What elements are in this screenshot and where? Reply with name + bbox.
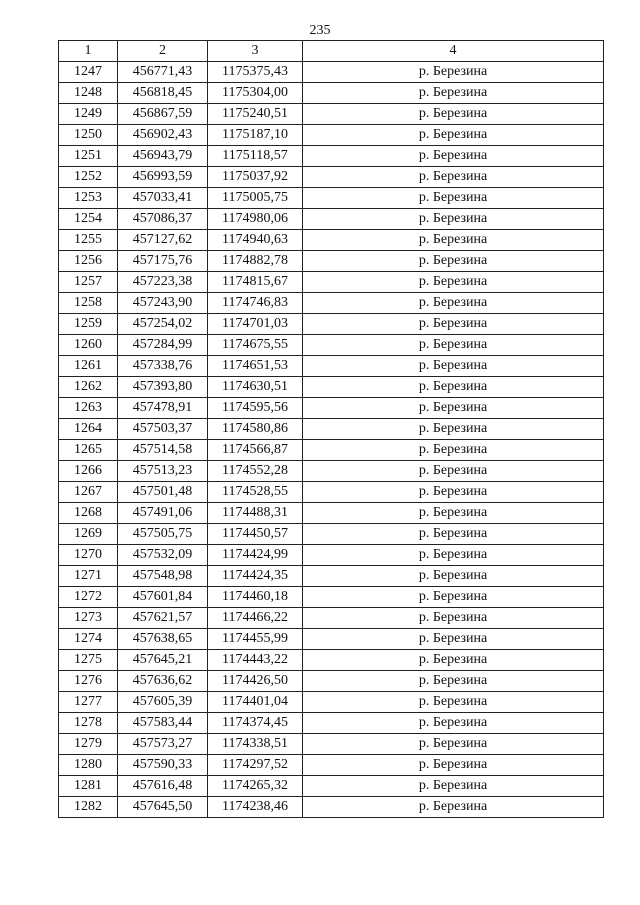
point-number-cell: 1269 [59,524,118,545]
y-coordinate-cell: 1174374,45 [208,713,303,734]
x-coordinate-cell: 457243,90 [118,293,208,314]
point-number-cell: 1263 [59,398,118,419]
point-number-cell: 1280 [59,755,118,776]
y-coordinate-cell: 1175037,92 [208,167,303,188]
y-coordinate-cell: 1174882,78 [208,251,303,272]
location-cell: р. Березина [303,587,604,608]
x-coordinate-cell: 457033,41 [118,188,208,209]
point-number-cell: 1268 [59,503,118,524]
y-coordinate-cell: 1174980,06 [208,209,303,230]
location-cell: р. Березина [303,650,604,671]
column-header: 3 [208,41,303,62]
location-cell: р. Березина [303,755,604,776]
y-coordinate-cell: 1174488,31 [208,503,303,524]
y-coordinate-cell: 1175118,57 [208,146,303,167]
location-cell: р. Березина [303,356,604,377]
y-coordinate-cell: 1174630,51 [208,377,303,398]
x-coordinate-cell: 457491,06 [118,503,208,524]
page-number: 235 [309,23,331,38]
y-coordinate-cell: 1174552,28 [208,461,303,482]
x-coordinate-cell: 457616,48 [118,776,208,797]
table-row [59,566,604,587]
table-row [59,230,604,251]
table-header-row [59,41,604,62]
point-number-cell: 1275 [59,650,118,671]
y-coordinate-cell: 1174265,32 [208,776,303,797]
location-cell: р. Березина [303,146,604,167]
table-row [59,167,604,188]
location-cell: р. Березина [303,104,604,125]
point-number-cell: 1265 [59,440,118,461]
location-cell: р. Березина [303,629,604,650]
table-row [59,734,604,755]
y-coordinate-cell: 1174595,56 [208,398,303,419]
table-row [59,83,604,104]
x-coordinate-cell: 457501,48 [118,482,208,503]
x-coordinate-cell: 457605,39 [118,692,208,713]
y-coordinate-cell: 1174424,99 [208,545,303,566]
x-coordinate-cell: 456867,59 [118,104,208,125]
location-cell: р. Березина [303,398,604,419]
y-coordinate-cell: 1174297,52 [208,755,303,776]
point-number-cell: 1260 [59,335,118,356]
point-number-cell: 1274 [59,629,118,650]
point-number-cell: 1271 [59,566,118,587]
table-row [59,377,604,398]
table-row [59,104,604,125]
table-row [59,440,604,461]
point-number-cell: 1249 [59,104,118,125]
y-coordinate-cell: 1174815,67 [208,272,303,293]
y-coordinate-cell: 1175304,00 [208,83,303,104]
point-number-cell: 1282 [59,797,118,818]
y-coordinate-cell: 1174940,63 [208,230,303,251]
y-coordinate-cell: 1174424,35 [208,566,303,587]
x-coordinate-cell: 456902,43 [118,125,208,146]
location-cell: р. Березина [303,608,604,629]
column-header: 2 [118,41,208,62]
location-cell: р. Березина [303,314,604,335]
y-coordinate-cell: 1174675,55 [208,335,303,356]
point-number-cell: 1278 [59,713,118,734]
point-number-cell: 1281 [59,776,118,797]
x-coordinate-cell: 457175,76 [118,251,208,272]
x-coordinate-cell: 457223,38 [118,272,208,293]
x-coordinate-cell: 457393,80 [118,377,208,398]
location-cell: р. Березина [303,734,604,755]
point-number-cell: 1276 [59,671,118,692]
x-coordinate-cell: 457505,75 [118,524,208,545]
table-row [59,293,604,314]
table-row [59,587,604,608]
x-coordinate-cell: 457513,23 [118,461,208,482]
location-cell: р. Березина [303,482,604,503]
location-cell: р. Березина [303,797,604,818]
point-number-cell: 1253 [59,188,118,209]
table-row [59,314,604,335]
y-coordinate-cell: 1175005,75 [208,188,303,209]
location-cell: р. Березина [303,377,604,398]
point-number-cell: 1264 [59,419,118,440]
y-coordinate-cell: 1174746,83 [208,293,303,314]
point-number-cell: 1272 [59,587,118,608]
x-coordinate-cell: 457532,09 [118,545,208,566]
coordinates-table [58,40,604,818]
point-number-cell: 1262 [59,377,118,398]
location-cell: р. Березина [303,125,604,146]
location-cell: р. Березина [303,671,604,692]
y-coordinate-cell: 1175187,10 [208,125,303,146]
table-row [59,629,604,650]
location-cell: р. Березина [303,272,604,293]
table-row [59,62,604,83]
table-row [59,608,604,629]
table-row [59,461,604,482]
x-coordinate-cell: 457478,91 [118,398,208,419]
table-row [59,755,604,776]
location-cell: р. Березина [303,251,604,272]
y-coordinate-cell: 1174460,18 [208,587,303,608]
x-coordinate-cell: 457548,98 [118,566,208,587]
point-number-cell: 1259 [59,314,118,335]
point-number-cell: 1247 [59,62,118,83]
table-row [59,188,604,209]
table-row [59,650,604,671]
x-coordinate-cell: 457583,44 [118,713,208,734]
point-number-cell: 1255 [59,230,118,251]
location-cell: р. Березина [303,713,604,734]
y-coordinate-cell: 1174443,22 [208,650,303,671]
location-cell: р. Березина [303,776,604,797]
y-coordinate-cell: 1174450,57 [208,524,303,545]
y-coordinate-cell: 1174580,86 [208,419,303,440]
table-row [59,692,604,713]
x-coordinate-cell: 456993,59 [118,167,208,188]
x-coordinate-cell: 457638,65 [118,629,208,650]
location-cell: р. Березина [303,335,604,356]
x-coordinate-cell: 457127,62 [118,230,208,251]
x-coordinate-cell: 457601,84 [118,587,208,608]
x-coordinate-cell: 456818,45 [118,83,208,104]
point-number-cell: 1251 [59,146,118,167]
table-row [59,524,604,545]
table-row [59,146,604,167]
table-row [59,251,604,272]
x-coordinate-cell: 457503,37 [118,419,208,440]
table-row [59,545,604,566]
x-coordinate-cell: 457621,57 [118,608,208,629]
point-number-cell: 1252 [59,167,118,188]
point-number-cell: 1261 [59,356,118,377]
location-cell: р. Березина [303,692,604,713]
table-row [59,713,604,734]
table-row [59,272,604,293]
location-cell: р. Березина [303,545,604,566]
location-cell: р. Березина [303,83,604,104]
y-coordinate-cell: 1174651,53 [208,356,303,377]
table-row [59,356,604,377]
table-row [59,482,604,503]
x-coordinate-cell: 456943,79 [118,146,208,167]
table-row [59,776,604,797]
location-cell: р. Березина [303,167,604,188]
point-number-cell: 1277 [59,692,118,713]
location-cell: р. Березина [303,419,604,440]
x-coordinate-cell: 457645,21 [118,650,208,671]
table-row [59,671,604,692]
location-cell: р. Березина [303,440,604,461]
x-coordinate-cell: 457086,37 [118,209,208,230]
location-cell: р. Березина [303,503,604,524]
x-coordinate-cell: 457573,27 [118,734,208,755]
x-coordinate-cell: 457338,76 [118,356,208,377]
point-number-cell: 1279 [59,734,118,755]
location-cell: р. Березина [303,230,604,251]
x-coordinate-cell: 456771,43 [118,62,208,83]
y-coordinate-cell: 1174566,87 [208,440,303,461]
table-row [59,503,604,524]
y-coordinate-cell: 1174455,99 [208,629,303,650]
table-body [59,62,604,818]
x-coordinate-cell: 457590,33 [118,755,208,776]
location-cell: р. Березина [303,62,604,83]
y-coordinate-cell: 1175240,51 [208,104,303,125]
x-coordinate-cell: 457254,02 [118,314,208,335]
y-coordinate-cell: 1174426,50 [208,671,303,692]
x-coordinate-cell: 457284,99 [118,335,208,356]
location-cell: р. Березина [303,293,604,314]
point-number-cell: 1258 [59,293,118,314]
table-row [59,398,604,419]
table-row [59,797,604,818]
column-header: 4 [303,41,604,62]
y-coordinate-cell: 1174528,55 [208,482,303,503]
y-coordinate-cell: 1174338,51 [208,734,303,755]
point-number-cell: 1270 [59,545,118,566]
x-coordinate-cell: 457636,62 [118,671,208,692]
point-number-cell: 1273 [59,608,118,629]
x-coordinate-cell: 457645,50 [118,797,208,818]
location-cell: р. Березина [303,188,604,209]
table-row [59,335,604,356]
location-cell: р. Березина [303,566,604,587]
location-cell: р. Березина [303,209,604,230]
point-number-cell: 1254 [59,209,118,230]
x-coordinate-cell: 457514,58 [118,440,208,461]
point-number-cell: 1257 [59,272,118,293]
y-coordinate-cell: 1175375,43 [208,62,303,83]
table-row [59,419,604,440]
y-coordinate-cell: 1174401,04 [208,692,303,713]
y-coordinate-cell: 1174238,46 [208,797,303,818]
y-coordinate-cell: 1174466,22 [208,608,303,629]
location-cell: р. Березина [303,461,604,482]
y-coordinate-cell: 1174701,03 [208,314,303,335]
location-cell: р. Березина [303,524,604,545]
point-number-cell: 1256 [59,251,118,272]
point-number-cell: 1250 [59,125,118,146]
point-number-cell: 1267 [59,482,118,503]
column-header: 1 [59,41,118,62]
table-row [59,209,604,230]
point-number-cell: 1248 [59,83,118,104]
point-number-cell: 1266 [59,461,118,482]
table-row [59,125,604,146]
